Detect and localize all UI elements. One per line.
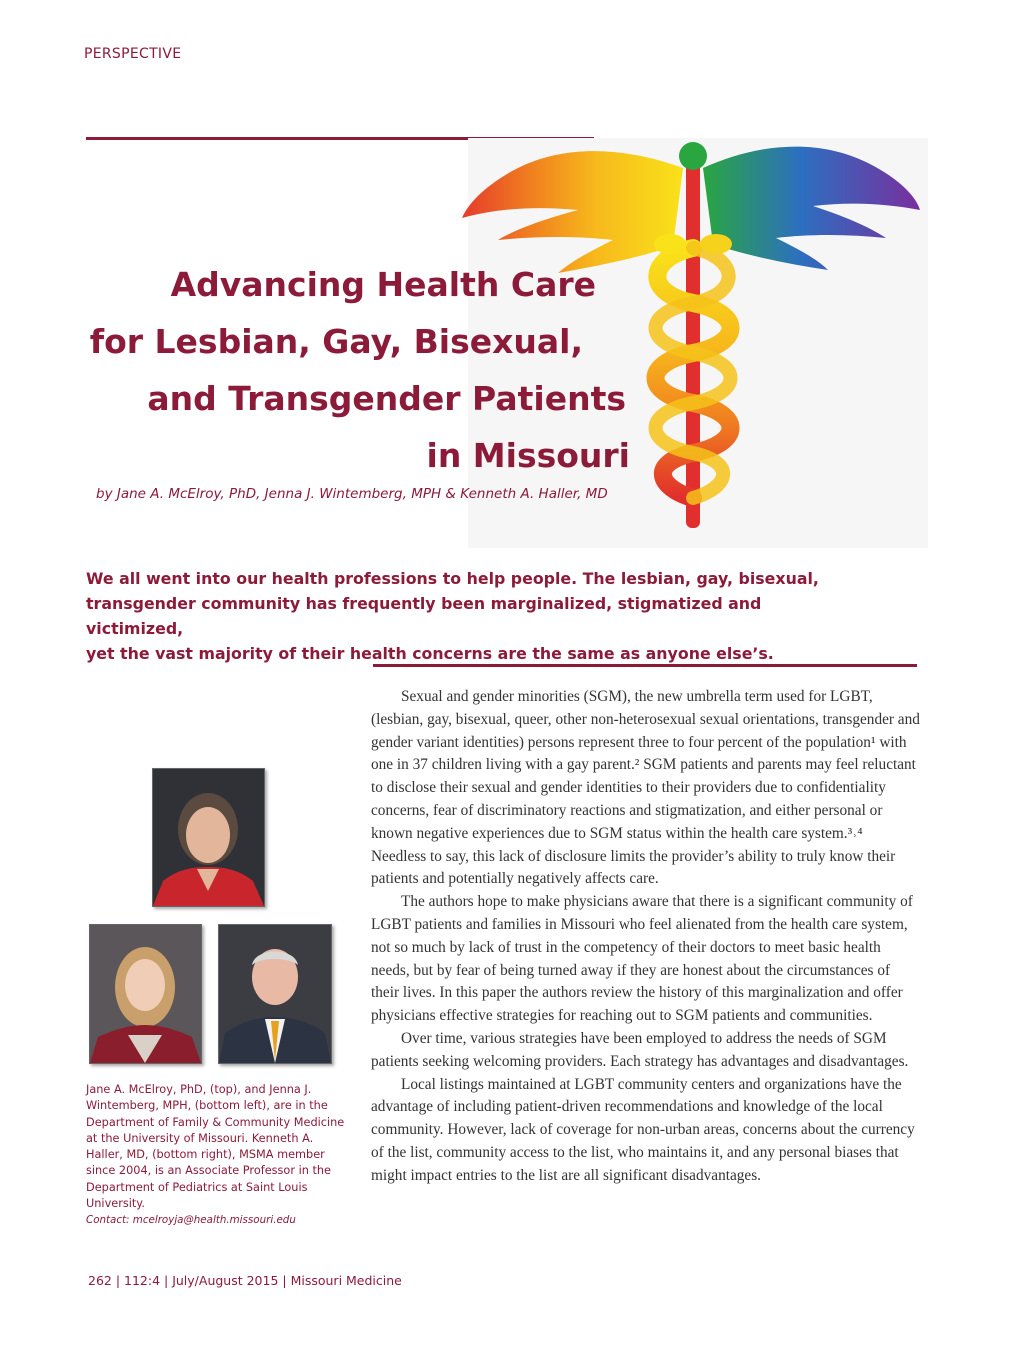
caption-line: Haller, MD, (bottom right), MSMA member — [86, 1148, 325, 1162]
portrait-image — [90, 925, 201, 1063]
portrait-image — [219, 925, 331, 1063]
lead-paragraph — [86, 566, 846, 666]
body-paragraph: Local listings maintained at LGBT community centers and organizations have the advantage of including patient-driven recommendations and knowledge of the local community. However, lack of coverage for non-urban areas, concerns about the currency of the list, community access to the list, who maintains it, and any personal biases that might impact entries to the list are all significant disadvantages. — [371, 1075, 915, 1184]
author-photo-mcelroy — [152, 768, 265, 907]
caption-line: Jane A. McElroy, PhD, (top), and Jenna J. — [86, 1083, 312, 1096]
caption-line: Wintemberg, MPH, (bottom left), are in the — [86, 1099, 328, 1113]
lead-line: yet the vast majority of their health concerns are the same as anyone else’s. — [86, 644, 774, 663]
lead-line: transgender community has frequently been marginalized, stigmatized and victimized, — [86, 594, 762, 638]
lead-line: We all went into our health professions to help people. The lesbian, gay, bisexual, — [86, 569, 819, 588]
portrait-image — [153, 769, 264, 906]
article-title — [30, 256, 630, 484]
author-photo-wintemberg — [89, 924, 202, 1064]
title-line: and Transgender Patients — [147, 379, 626, 418]
contact-email: Contact: mcelroyja@health.missouri.edu — [86, 1214, 296, 1227]
caption-line: at the University of Missouri. Kenneth A. — [86, 1131, 314, 1145]
body-paragraph: Over time, various strategies have been employed to address the needs of SGM patients seeking welcoming providers. Each strategy has advantages and disadvantages. — [371, 1029, 909, 1070]
body-paragraph: Sexual and gender minorities (SGM), the new umbrella term used for LGBT, (lesbian, gay, bisexual, queer, other non-heterosexual sexual orientations, transgender and gender variant identities) persons represent three to four percent of the population¹ with one in 37 children living with a gay parent.² SGM patients and parents may feel reluctant to disclose their sexual and gender identities to their providers due to confidentiality concerns, fear of discriminatory reactions and stigmatization, and either personal or known negative experiences due to SGM status within the health care system.³˒⁴ Needless to say, this lack of disclosure limits the provider’s ability to truly know their patients and potentially negatively affects care. — [371, 688, 920, 888]
author-photo-haller — [218, 924, 332, 1064]
caption-line: Department of Pediatrics at Saint Louis — [86, 1180, 308, 1194]
page-footer: 262 | 112:4 | July/August 2015 | Missouri Medicine — [88, 1273, 402, 1288]
section-rule — [373, 664, 917, 667]
caption-line: Department of Family & Community Medicine — [86, 1115, 345, 1129]
article-body — [371, 686, 921, 1188]
photo-caption — [86, 1082, 350, 1229]
byline: by Jane A. McElroy, PhD, Jenna J. Wintemberg, MPH & Kenneth A. Haller, MD — [96, 486, 608, 502]
caption-line: University. — [86, 1197, 145, 1211]
section-label: PERSPECTIVE — [84, 46, 182, 62]
title-line: for Lesbian, Gay, Bisexual, — [89, 322, 583, 361]
caption-line: since 2004, is an Associate Professor in the — [86, 1164, 332, 1178]
body-paragraph: The authors hope to make physicians aware that there is a significant community of LGBT patients and families in Missouri who feel alienated from the health care system, not so much by lack of trust in the competency of their doctors to meet basic health needs, but by fear of being turned away if they are honest about the circumstances of their lives. In this paper the authors review the history of this marginalization and offer physicians effective strategies for reaching out to SGM patients and communities. — [371, 893, 913, 1025]
title-line: Advancing Health Care — [170, 265, 596, 304]
title-line: in Missouri — [426, 436, 630, 475]
